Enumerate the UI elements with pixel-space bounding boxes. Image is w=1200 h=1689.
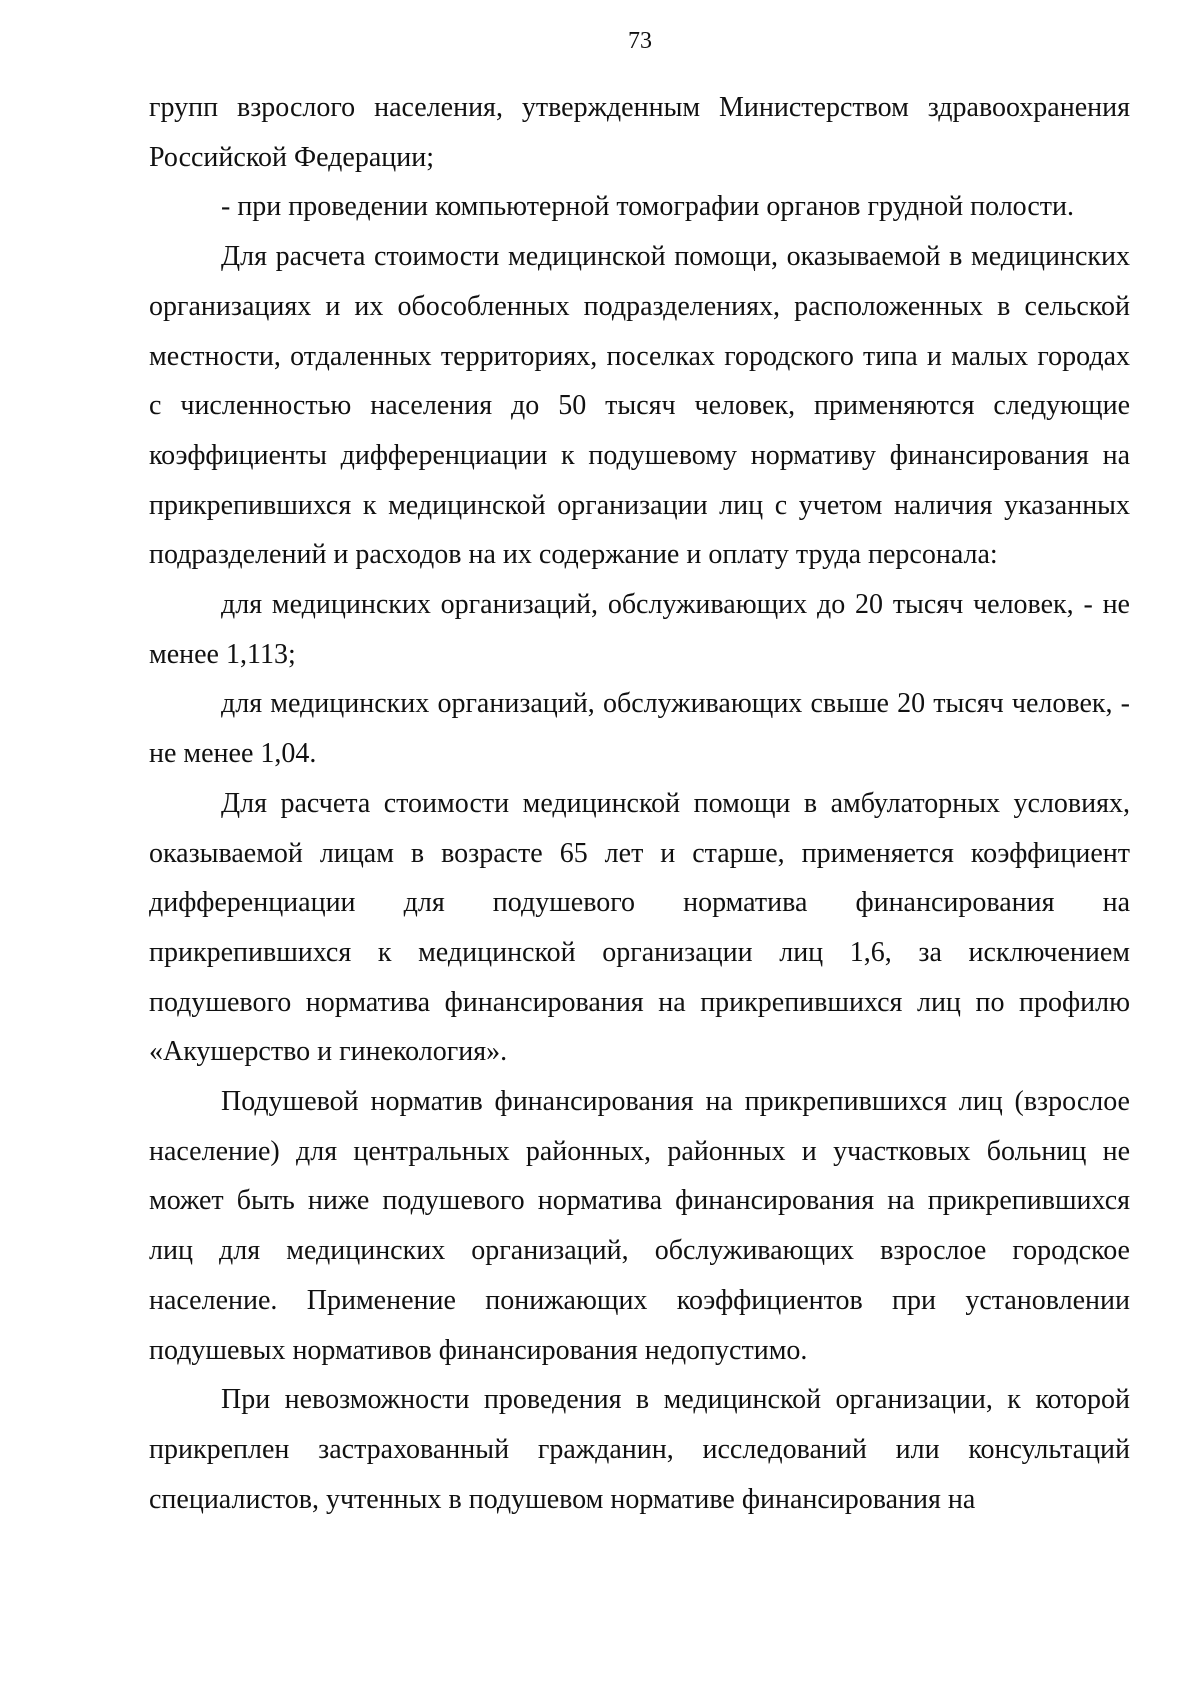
page-number: 73 bbox=[628, 28, 652, 54]
paragraph: групп взрослого населения, утвержденным Министерством здравоохранения Российской Федерации; bbox=[149, 92, 1130, 173]
document-body bbox=[149, 83, 1130, 1524]
paragraph: для медицинских организаций, обслуживающих до 20 тысяч человек, - не менее 1,113; bbox=[149, 589, 1130, 670]
paragraph: Подушевой норматив финансирования на прикрепившихся лиц (взрослое население) для центральных районных, районных и участковых больниц не может быть ниже подушевого норматива финансирования на прикрепившихся лиц для медицинских организаций, обслуживающих взрослое городское население. Применение понижающих коэффициентов при установлении подушевых нормативов финансирования недопустимо. bbox=[149, 1086, 1130, 1366]
paragraph: Для расчета стоимости медицинской помощи в амбулаторных условиях, оказываемой лицам в возрасте 65 лет и старше, применяется коэффициент дифференциации для подушевого норматива финансирования на прикрепившихся к медицинской организации лиц 1,6, за исключением подушевого норматива финансирования на прикрепившихся лиц по профилю «Акушерство и гинекология». bbox=[149, 787, 1130, 1068]
paragraph: Для расчета стоимости медицинской помощи, оказываемой в медицинских организациях и их обособленных подразделениях, расположенных в сельской местности, отдаленных территориях, поселках городского типа и малых городах с численностью населения до 50 тысяч человек, применяются следующие коэффициенты дифференциации к подушевому нормативу финансирования на прикрепившихся к медицинской организации лиц с учетом наличия указанных подразделений и расходов на их содержание и оплату труда персонала: bbox=[149, 241, 1130, 571]
paragraph: для медицинских организаций, обслуживающих свыше 20 тысяч человек, - не менее 1,04. bbox=[149, 688, 1130, 770]
paragraph: - при проведении компьютерной томографии органов грудной полости. bbox=[221, 191, 1075, 223]
paragraph: При невозможности проведения в медицинской организации, к которой прикреплен застрахованный гражданин, исследований или консультаций специалистов, учтенных в подушевом нормативе финансирования на bbox=[149, 1384, 1130, 1515]
